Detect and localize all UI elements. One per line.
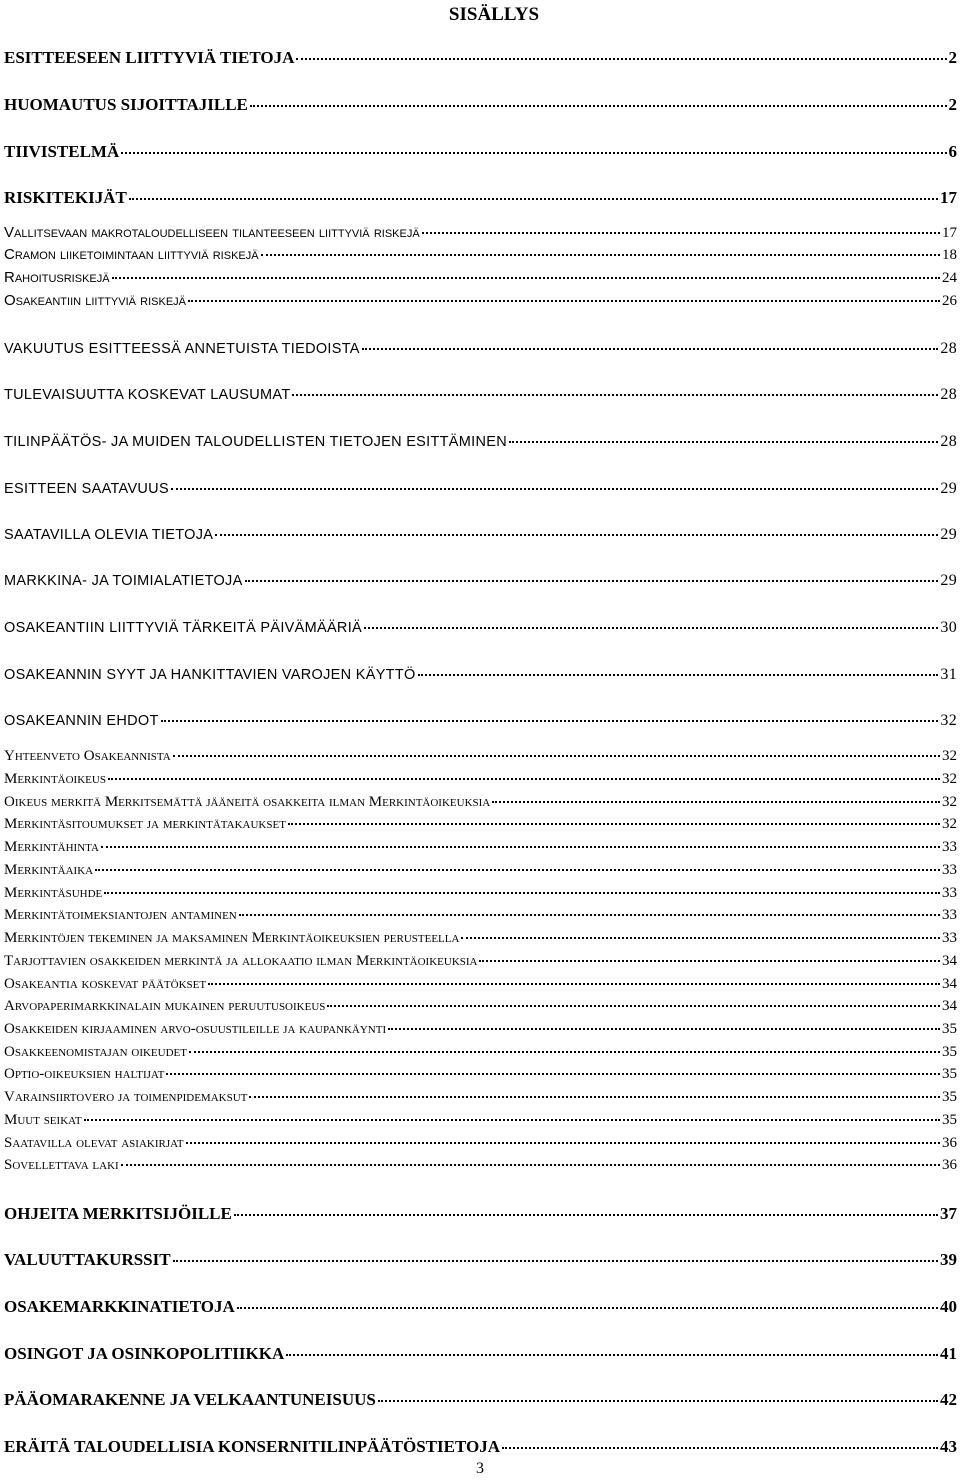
dot-leader xyxy=(261,254,940,256)
toc-entry[interactable] xyxy=(4,1344,957,1364)
dot-leader xyxy=(239,914,940,916)
toc-entry-label: Yhteenveto Osakeannista xyxy=(4,748,171,764)
page-number: 3 xyxy=(476,1460,484,1477)
dot-leader xyxy=(362,348,939,350)
toc-entry-page: 28 xyxy=(940,340,957,357)
toc-entry-label: Merkintäaika xyxy=(4,862,94,878)
toc-entry-page: 33 xyxy=(942,930,957,946)
dot-leader xyxy=(161,720,939,722)
dot-leader xyxy=(422,232,940,234)
dot-leader xyxy=(249,1096,940,1098)
toc-entry-page: 41 xyxy=(940,1344,957,1363)
toc-subentry[interactable] xyxy=(4,907,957,924)
toc-entry-label: ESITTEESEEN LIITTYVIÄ TIETOJA xyxy=(4,48,295,67)
toc-entry[interactable] xyxy=(4,572,957,590)
toc-entry-label: VALUUTTAKURSSIT xyxy=(4,1250,171,1269)
dot-leader xyxy=(509,441,938,443)
toc-entry-page: 33 xyxy=(942,885,957,901)
toc-entry[interactable] xyxy=(4,712,957,730)
dot-leader xyxy=(171,488,938,490)
toc-subentry[interactable] xyxy=(4,1089,957,1106)
dot-leader xyxy=(292,394,938,396)
toc-entry-label: ESITTEEN SAATAVUUS xyxy=(4,481,169,497)
toc-entry-label: OSAKEANTIIN LIITTYVIÄ TÄRKEITÄ PÄIVÄMÄÄRIÄ xyxy=(4,620,363,636)
toc-entry[interactable] xyxy=(4,1437,957,1457)
toc-entry-page: 17 xyxy=(942,225,957,241)
toc-subentry[interactable] xyxy=(4,269,957,287)
toc-entry-page: 35 xyxy=(942,1044,957,1060)
toc-entry-label: Osakeantiin liittyviä riskejä xyxy=(4,292,186,309)
toc-entry-label: OSAKEANNIN EHDOT xyxy=(4,713,159,729)
toc-subentry[interactable] xyxy=(4,1135,957,1152)
dot-leader xyxy=(296,58,946,60)
dot-leader xyxy=(121,152,946,154)
toc-entry-page: 32 xyxy=(942,748,957,764)
toc-entry-page: 34 xyxy=(942,998,957,1014)
toc-entry[interactable] xyxy=(4,1204,957,1224)
toc-subentry[interactable] xyxy=(4,1021,957,1038)
toc-entry[interactable] xyxy=(4,1250,957,1270)
toc-entry-label: Varainsiirtovero ja toimenpidemaksut xyxy=(4,1089,248,1105)
toc-subentry[interactable] xyxy=(4,748,957,765)
dot-leader xyxy=(188,300,940,302)
toc-entry-page: 29 xyxy=(940,480,957,497)
dot-leader xyxy=(108,778,940,780)
toc-subentry[interactable] xyxy=(4,953,957,970)
toc-subentry[interactable] xyxy=(4,862,957,879)
toc-entry-label: TIIVISTELMÄ xyxy=(4,142,120,161)
dot-leader xyxy=(112,277,940,279)
toc-subentry[interactable] xyxy=(4,930,957,947)
toc-subentry[interactable] xyxy=(4,1044,957,1061)
toc-entry-label: Osakkeenomistajan oikeudet xyxy=(4,1044,187,1060)
toc-entry-page: 30 xyxy=(940,619,957,636)
toc-entry-label: OSINGOT JA OSINKOPOLITIIKKA xyxy=(4,1344,285,1363)
toc-entry-page: 35 xyxy=(942,1066,957,1082)
toc-entry-page: 39 xyxy=(940,1250,957,1269)
toc-entry[interactable] xyxy=(4,95,957,115)
toc-entry-page: 35 xyxy=(942,1021,957,1037)
dot-leader xyxy=(479,960,940,962)
toc-entry-page: 26 xyxy=(942,293,957,309)
toc-entry[interactable] xyxy=(4,526,957,544)
dot-leader xyxy=(215,534,938,536)
toc-entry-page: 34 xyxy=(942,953,957,969)
toc-entry[interactable] xyxy=(4,340,957,358)
toc-subentry[interactable] xyxy=(4,246,957,264)
page-title: SISÄLLYS xyxy=(448,4,540,25)
dot-leader xyxy=(121,1164,940,1166)
toc-entry-page: 24 xyxy=(942,270,957,286)
dot-leader xyxy=(173,755,940,757)
toc-entry-label: Arvopaperimarkkinalain mukainen peruutusoikeus xyxy=(4,998,326,1014)
toc-entry-label: SAATAVILLA OLEVIA TIETOJA xyxy=(4,527,214,543)
toc-entry-label: Cramon liiketoimintaan liittyviä riskejä xyxy=(4,246,259,263)
dot-leader xyxy=(364,627,938,629)
toc-entry-page: 32 xyxy=(942,816,957,832)
dot-leader xyxy=(95,869,940,871)
toc-subentry[interactable] xyxy=(4,976,957,993)
toc-subentry[interactable] xyxy=(4,816,957,833)
toc-subentry[interactable] xyxy=(4,771,957,788)
toc-entry-label: Merkintähinta xyxy=(4,839,99,855)
toc-entry-label: Oikeus merkitä Merkitsemättä jääneitä osakkeita ilman Merkintäoikeuksia xyxy=(4,794,491,810)
toc-entry[interactable] xyxy=(4,619,957,637)
toc-entry-page: 32 xyxy=(942,771,957,787)
toc-entry-label: Merkintäsuhde xyxy=(4,885,103,901)
toc-entry-page: 31 xyxy=(940,666,957,683)
toc-entry-page: 33 xyxy=(942,839,957,855)
dot-leader xyxy=(208,983,940,985)
toc-entry-page: 29 xyxy=(940,572,957,589)
toc-subentry[interactable] xyxy=(4,998,957,1015)
toc-entry[interactable] xyxy=(4,142,957,162)
toc-entry-label: PÄÄOMARAKENNE JA VELKAANTUNEISUUS xyxy=(4,1390,376,1409)
toc-entry[interactable] xyxy=(4,386,957,404)
toc-entry-label: Osakkeiden kirjaaminen arvo-osuustileille ja kaupankäynti xyxy=(4,1021,387,1037)
dot-leader xyxy=(492,801,940,803)
dot-leader xyxy=(286,1354,938,1356)
toc-entry-label: TULEVAISUUTTA KOSKEVAT LAUSUMAT xyxy=(4,387,291,403)
toc-entry-page: 43 xyxy=(940,1437,957,1456)
toc-entry-label: OSAKEANNIN SYYT JA HANKITTAVIEN VAROJEN KÄYTTÖ xyxy=(4,667,416,683)
toc-entry-label: Merkintäoikeus xyxy=(4,771,106,787)
toc-entry-label: Merkintätoimeksiantojen antaminen xyxy=(4,907,237,923)
toc-entry-label: Merkintöjen tekeminen ja maksaminen Merkintäoikeuksien perusteella xyxy=(4,930,460,946)
toc-subentry[interactable] xyxy=(4,1112,957,1129)
toc-entry[interactable] xyxy=(4,1390,957,1410)
dot-leader xyxy=(101,846,940,848)
dot-leader xyxy=(104,892,940,894)
dot-leader xyxy=(288,823,940,825)
dot-leader xyxy=(84,1119,940,1121)
toc-entry-page: 28 xyxy=(940,433,957,450)
toc-entry-label: Tarjottavien osakkeiden merkintä ja allokaatio ilman Merkintäoikeuksia xyxy=(4,953,478,969)
dot-leader xyxy=(237,1307,938,1309)
toc-entry-page: 40 xyxy=(940,1297,957,1316)
toc-entry[interactable] xyxy=(4,666,957,684)
toc-entry-page: 17 xyxy=(940,188,957,207)
toc-entry-label: RISKITEKIJÄT xyxy=(4,188,127,207)
dot-leader xyxy=(502,1447,938,1449)
dot-leader xyxy=(234,1214,938,1216)
toc-entry-page: 29 xyxy=(940,526,957,543)
toc-entry-page: 2 xyxy=(948,95,957,114)
toc-entry-label: Merkintäsitoumukset ja merkintätakaukset xyxy=(4,816,286,832)
toc-entry-label: TILINPÄÄTÖS- JA MUIDEN TALOUDELLISTEN TIETOJEN ESITTÄMINEN xyxy=(4,434,507,450)
toc-entry-page: 35 xyxy=(942,1089,957,1105)
toc-entry-label: Sovellettava laki xyxy=(4,1157,119,1173)
toc-entry[interactable] xyxy=(4,188,957,208)
toc-subentry[interactable] xyxy=(4,224,957,242)
toc-entry-label: MARKKINA- JA TOIMIALATIETOJA xyxy=(4,573,243,589)
toc-entry-label: Vallitsevaan makrotaloudelliseen tilanteeseen liittyviä riskejä xyxy=(4,224,420,241)
dot-leader xyxy=(245,580,939,582)
toc-entry[interactable] xyxy=(4,48,957,68)
toc-subentry[interactable] xyxy=(4,1157,957,1174)
toc-entry-page: 33 xyxy=(942,907,957,923)
toc-entry-page: 32 xyxy=(940,712,957,729)
toc-entry-page: 33 xyxy=(942,862,957,878)
toc-subentry[interactable] xyxy=(4,885,957,902)
toc-entry-label: ERÄITÄ TALOUDELLISIA KONSERNITILINPÄÄTÖSTIETOJA xyxy=(4,1437,500,1456)
toc-subentry[interactable] xyxy=(4,1066,957,1083)
toc-entry-label: Rahoitusriskejä xyxy=(4,269,110,286)
dot-leader xyxy=(388,1028,940,1030)
toc-entry[interactable] xyxy=(4,1297,957,1317)
dot-leader xyxy=(129,198,938,200)
dot-leader xyxy=(461,937,940,939)
dot-leader xyxy=(173,1260,938,1262)
toc-entry-page: 28 xyxy=(940,386,957,403)
toc-entry-page: 18 xyxy=(942,247,957,263)
toc-entry-page: 6 xyxy=(948,142,957,161)
toc-entry[interactable] xyxy=(4,480,957,498)
toc-entry-page: 37 xyxy=(940,1204,957,1223)
toc-entry-page: 35 xyxy=(942,1112,957,1128)
toc-entry-label: VAKUUTUS ESITTEESSÄ ANNETUISTA TIEDOISTA xyxy=(4,341,360,357)
toc-subentry[interactable] xyxy=(4,794,957,811)
dot-leader xyxy=(378,1400,938,1402)
toc-entry-page: 2 xyxy=(948,48,957,67)
toc-entry-page: 42 xyxy=(940,1390,957,1409)
toc-subentry[interactable] xyxy=(4,292,957,310)
toc-entry-page: 32 xyxy=(942,794,957,810)
toc-subentry[interactable] xyxy=(4,839,957,856)
toc-entry-label: Saatavilla olevat asiakirjat xyxy=(4,1135,184,1151)
toc-entry-page: 36 xyxy=(942,1157,957,1173)
dot-leader xyxy=(250,105,947,107)
dot-leader xyxy=(327,1005,940,1007)
toc-entry-label: OSAKEMARKKINATIETOJA xyxy=(4,1297,235,1316)
toc-entry-label: OHJEITA MERKITSIJÖILLE xyxy=(4,1204,232,1223)
toc-entry-label: Optio-oikeuksien haltijat xyxy=(4,1066,165,1082)
toc-entry-label: Osakeantia koskevat päätökset xyxy=(4,976,207,992)
toc-entry-page: 34 xyxy=(942,976,957,992)
toc-entry-page: 36 xyxy=(942,1135,957,1151)
dot-leader xyxy=(418,674,939,676)
toc-entry-label: HUOMAUTUS SIJOITTAJILLE xyxy=(4,95,248,114)
dot-leader xyxy=(189,1051,940,1053)
toc-entry[interactable] xyxy=(4,433,957,451)
toc-entry-label: Muut seikat xyxy=(4,1112,82,1128)
dot-leader xyxy=(166,1073,940,1075)
dot-leader xyxy=(186,1142,940,1144)
